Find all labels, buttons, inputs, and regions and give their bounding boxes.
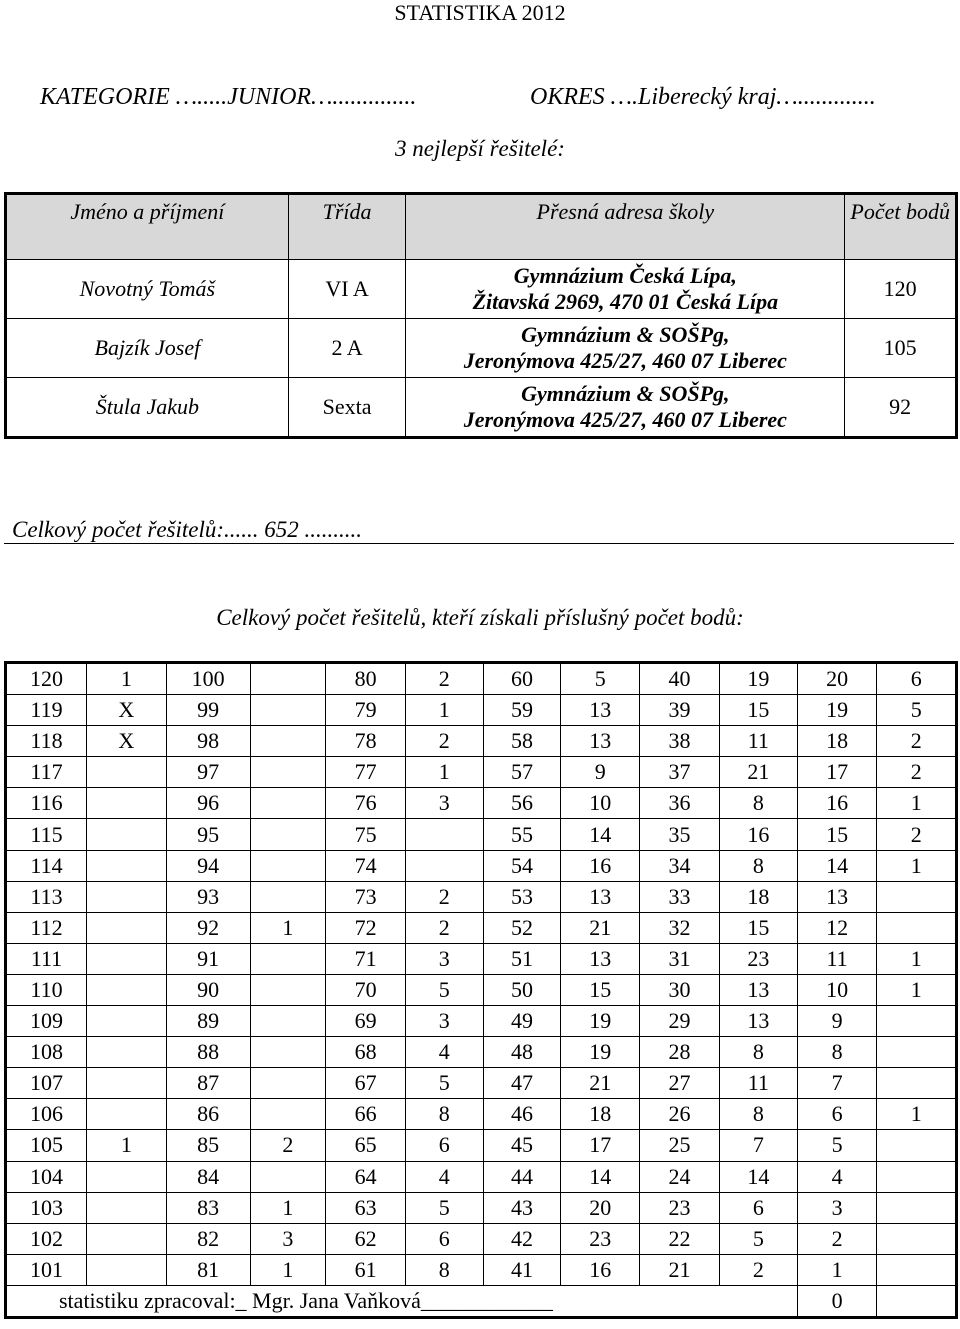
footer-score-cell: 0 [797, 1285, 877, 1317]
score-cell: 32 [640, 912, 720, 943]
count-cell: 1 [250, 1192, 326, 1223]
table-row [6, 881, 957, 912]
count-cell: 1 [877, 850, 957, 881]
table-row [6, 850, 957, 881]
score-cell: 13 [797, 881, 877, 912]
table-row [6, 663, 957, 695]
count-cell: 13 [561, 726, 640, 757]
score-cell: 27 [640, 1068, 720, 1099]
count-cell: 2 [877, 757, 957, 788]
score-cell: 1 [797, 1254, 877, 1285]
count-cell [250, 663, 326, 695]
score-cell: 2 [797, 1223, 877, 1254]
score-cell: 110 [6, 974, 87, 1005]
solver-points: 120 [845, 260, 957, 319]
count-cell: 1 [250, 1254, 326, 1285]
count-cell: 2 [405, 912, 483, 943]
best-row [6, 378, 957, 438]
table-row [6, 1130, 957, 1161]
count-cell: 5 [877, 695, 957, 726]
count-cell: 2 [405, 881, 483, 912]
table-row [6, 757, 957, 788]
solver-address [406, 260, 845, 319]
count-cell [87, 1223, 167, 1254]
score-cell: 96 [166, 788, 250, 819]
count-cell: 5 [719, 1223, 797, 1254]
score-cell: 82 [166, 1223, 250, 1254]
count-cell: 3 [250, 1223, 326, 1254]
score-cell: 90 [166, 974, 250, 1005]
count-cell: 1 [250, 912, 326, 943]
address-line-1: Gymnázium & SOŠPg, [521, 381, 730, 406]
count-cell [250, 974, 326, 1005]
count-cell [877, 1192, 957, 1223]
score-cell: 74 [326, 850, 406, 881]
count-cell: 6 [405, 1223, 483, 1254]
score-cell: 104 [6, 1161, 87, 1192]
score-cell: 25 [640, 1130, 720, 1161]
score-cell: 83 [166, 1192, 250, 1223]
count-cell: 1 [87, 1130, 167, 1161]
score-cell: 101 [6, 1254, 87, 1285]
best-solvers-heading: 3 nejlepší řešitelé: [395, 136, 565, 161]
solver-class: VI A [288, 260, 406, 319]
table-row [6, 695, 957, 726]
score-cell: 107 [6, 1068, 87, 1099]
solver-points: 105 [845, 319, 957, 378]
count-cell: 6 [877, 663, 957, 695]
count-cell: 2 [405, 663, 483, 695]
score-cell: 91 [166, 943, 250, 974]
count-cell [405, 819, 483, 850]
count-cell: 13 [561, 881, 640, 912]
score-cell: 3 [797, 1192, 877, 1223]
score-cell: 44 [483, 1161, 561, 1192]
count-cell: 15 [719, 912, 797, 943]
score-cell: 76 [326, 788, 406, 819]
score-cell: 7 [797, 1068, 877, 1099]
count-cell [87, 850, 167, 881]
table-row [6, 726, 957, 757]
count-cell: 17 [561, 1130, 640, 1161]
address-line-2: Jeronýmova 425/27, 460 07 Liberec [463, 348, 787, 373]
score-cell: 42 [483, 1223, 561, 1254]
solver-address [406, 378, 845, 438]
score-cell: 117 [6, 757, 87, 788]
count-cell: 5 [405, 1192, 483, 1223]
score-cell: 64 [326, 1161, 406, 1192]
count-cell: 21 [561, 912, 640, 943]
count-cell [877, 1037, 957, 1068]
count-cell: 7 [719, 1130, 797, 1161]
count-cell [87, 1099, 167, 1130]
score-cell: 60 [483, 663, 561, 695]
score-cell: 70 [326, 974, 406, 1005]
score-cell: 45 [483, 1130, 561, 1161]
table-row [6, 1099, 957, 1130]
score-cell: 46 [483, 1099, 561, 1130]
score-cell: 72 [326, 912, 406, 943]
count-cell [87, 1006, 167, 1037]
score-cell: 108 [6, 1037, 87, 1068]
count-cell [250, 695, 326, 726]
count-cell: 4 [405, 1037, 483, 1068]
best-table-header-row [6, 194, 957, 260]
count-cell [877, 1006, 957, 1037]
table-row [6, 1254, 957, 1285]
count-cell: 14 [561, 819, 640, 850]
count-cell: 21 [719, 757, 797, 788]
table-row [6, 1223, 957, 1254]
score-cell: 118 [6, 726, 87, 757]
score-cell: 103 [6, 1192, 87, 1223]
score-cell: 78 [326, 726, 406, 757]
solver-name: Novotný Tomáš [6, 260, 289, 319]
distribution-heading: Celkový počet řešitelů, kteří získali příslušný počet bodů: [216, 605, 744, 630]
count-cell [250, 726, 326, 757]
score-cell: 112 [6, 912, 87, 943]
score-cell: 94 [166, 850, 250, 881]
score-cell: 93 [166, 881, 250, 912]
score-cell: 48 [483, 1037, 561, 1068]
count-cell: 9 [561, 757, 640, 788]
score-cell: 21 [640, 1254, 720, 1285]
score-cell: 8 [797, 1037, 877, 1068]
solver-name: Štula Jakub [6, 378, 289, 438]
count-cell [877, 881, 957, 912]
count-cell: 20 [561, 1192, 640, 1223]
count-cell [405, 850, 483, 881]
district-label: OKRES ….Liberecký kraj…............. [530, 84, 876, 110]
score-cell: 31 [640, 943, 720, 974]
score-cell: 69 [326, 1006, 406, 1037]
score-cell: 28 [640, 1037, 720, 1068]
header-points: Počet bodů [845, 194, 957, 260]
table-row [6, 1068, 957, 1099]
score-cell: 29 [640, 1006, 720, 1037]
score-cell: 17 [797, 757, 877, 788]
count-cell: 11 [719, 726, 797, 757]
count-cell: X [87, 726, 167, 757]
solver-class: Sexta [288, 378, 406, 438]
score-cell: 71 [326, 943, 406, 974]
count-cell: 3 [405, 788, 483, 819]
count-cell [250, 819, 326, 850]
document-title: STATISTIKA 2012 [394, 0, 566, 25]
score-cell: 77 [326, 757, 406, 788]
count-cell [87, 881, 167, 912]
count-cell [877, 1161, 957, 1192]
total-solvers: Celkový počet řešitelů:...... 652 .......... [12, 517, 363, 542]
count-cell: 13 [719, 1006, 797, 1037]
score-cell: 30 [640, 974, 720, 1005]
best-solvers-table [4, 192, 958, 439]
count-cell: 1 [877, 974, 957, 1005]
table-row [6, 943, 957, 974]
score-cell: 36 [640, 788, 720, 819]
score-cell: 111 [6, 943, 87, 974]
score-cell: 33 [640, 881, 720, 912]
score-cell: 85 [166, 1130, 250, 1161]
score-cell: 92 [166, 912, 250, 943]
score-cell: 84 [166, 1161, 250, 1192]
score-cell: 106 [6, 1099, 87, 1130]
score-cell: 95 [166, 819, 250, 850]
score-cell: 18 [797, 726, 877, 757]
address-line-2: Jeronýmova 425/27, 460 07 Liberec [463, 407, 787, 432]
count-cell: 1 [877, 943, 957, 974]
count-cell: 8 [405, 1099, 483, 1130]
count-cell [87, 1068, 167, 1099]
score-cell: 119 [6, 695, 87, 726]
score-cell: 68 [326, 1037, 406, 1068]
table-row [6, 1037, 957, 1068]
count-cell [87, 943, 167, 974]
score-cell: 120 [6, 663, 87, 695]
score-cell: 54 [483, 850, 561, 881]
score-cell: 35 [640, 819, 720, 850]
score-cell: 65 [326, 1130, 406, 1161]
count-cell [250, 788, 326, 819]
score-cell: 14 [797, 850, 877, 881]
count-cell: 1 [87, 663, 167, 695]
score-cell: 99 [166, 695, 250, 726]
score-cell: 5 [797, 1130, 877, 1161]
solver-class: 2 A [288, 319, 406, 378]
solver-address [406, 319, 845, 378]
score-cell: 15 [797, 819, 877, 850]
count-cell: 2 [719, 1254, 797, 1285]
best-row [6, 319, 957, 378]
score-cell: 86 [166, 1099, 250, 1130]
score-cell: 61 [326, 1254, 406, 1285]
score-cell: 75 [326, 819, 406, 850]
score-cell: 59 [483, 695, 561, 726]
count-cell [877, 1130, 957, 1161]
distribution-table [4, 661, 958, 1319]
count-cell [250, 850, 326, 881]
count-cell [877, 1068, 957, 1099]
table-row [6, 974, 957, 1005]
count-cell: 5 [405, 1068, 483, 1099]
score-cell: 34 [640, 850, 720, 881]
count-cell [87, 1161, 167, 1192]
score-cell: 87 [166, 1068, 250, 1099]
count-cell: 1 [877, 788, 957, 819]
count-cell [87, 974, 167, 1005]
footer-row [6, 1285, 957, 1317]
count-cell: 1 [405, 757, 483, 788]
count-cell: 2 [405, 726, 483, 757]
table-row [6, 912, 957, 943]
count-cell: 19 [719, 663, 797, 695]
count-cell: 13 [561, 943, 640, 974]
score-cell: 109 [6, 1006, 87, 1037]
solver-points: 92 [845, 378, 957, 438]
count-cell: X [87, 695, 167, 726]
count-cell: 6 [405, 1130, 483, 1161]
count-cell [250, 1099, 326, 1130]
count-cell: 2 [877, 819, 957, 850]
count-cell [877, 912, 957, 943]
score-cell: 63 [326, 1192, 406, 1223]
count-cell: 8 [719, 850, 797, 881]
count-cell: 18 [719, 881, 797, 912]
count-cell [250, 881, 326, 912]
score-cell: 23 [640, 1192, 720, 1223]
score-cell: 115 [6, 819, 87, 850]
score-cell: 16 [797, 788, 877, 819]
header-address: Přesná adresa školy [406, 194, 845, 260]
count-cell: 19 [561, 1037, 640, 1068]
count-cell: 13 [561, 695, 640, 726]
score-cell: 67 [326, 1068, 406, 1099]
count-cell: 15 [719, 695, 797, 726]
score-cell: 51 [483, 943, 561, 974]
count-cell [877, 1223, 957, 1254]
count-cell: 8 [719, 788, 797, 819]
score-cell: 6 [797, 1099, 877, 1130]
score-cell: 4 [797, 1161, 877, 1192]
count-cell [87, 819, 167, 850]
score-cell: 81 [166, 1254, 250, 1285]
count-cell: 3 [405, 1006, 483, 1037]
address-line-2: Žitavská 2969, 470 01 Česká Lípa [472, 289, 779, 314]
score-cell: 66 [326, 1099, 406, 1130]
count-cell: 8 [719, 1037, 797, 1068]
count-cell: 5 [405, 974, 483, 1005]
total-underline [4, 543, 954, 544]
score-cell: 113 [6, 881, 87, 912]
score-cell: 43 [483, 1192, 561, 1223]
count-cell: 21 [561, 1068, 640, 1099]
count-cell [87, 757, 167, 788]
score-cell: 97 [166, 757, 250, 788]
count-cell: 6 [719, 1192, 797, 1223]
best-row [6, 260, 957, 319]
count-cell: 16 [561, 850, 640, 881]
count-cell: 4 [405, 1161, 483, 1192]
count-cell [87, 1254, 167, 1285]
score-cell: 19 [797, 695, 877, 726]
count-cell: 23 [719, 943, 797, 974]
count-cell [877, 1254, 957, 1285]
score-cell: 100 [166, 663, 250, 695]
footer-count-cell [877, 1285, 957, 1317]
table-row [6, 1006, 957, 1037]
count-cell [87, 788, 167, 819]
score-cell: 52 [483, 912, 561, 943]
count-cell: 16 [719, 819, 797, 850]
score-cell: 26 [640, 1099, 720, 1130]
table-row [6, 1161, 957, 1192]
score-cell: 114 [6, 850, 87, 881]
score-cell: 98 [166, 726, 250, 757]
count-cell: 1 [405, 695, 483, 726]
count-cell: 10 [561, 788, 640, 819]
table-row [6, 788, 957, 819]
count-cell [250, 1006, 326, 1037]
score-cell: 9 [797, 1006, 877, 1037]
score-cell: 39 [640, 695, 720, 726]
score-cell: 38 [640, 726, 720, 757]
count-cell: 14 [719, 1161, 797, 1192]
score-cell: 22 [640, 1223, 720, 1254]
header-name: Jméno a příjmení [6, 194, 289, 260]
count-cell: 3 [405, 943, 483, 974]
score-cell: 47 [483, 1068, 561, 1099]
score-cell: 55 [483, 819, 561, 850]
count-cell [250, 757, 326, 788]
score-cell: 12 [797, 912, 877, 943]
count-cell [250, 1037, 326, 1068]
count-cell: 18 [561, 1099, 640, 1130]
count-cell [87, 1037, 167, 1068]
table-row [6, 819, 957, 850]
score-cell: 73 [326, 881, 406, 912]
count-cell [250, 943, 326, 974]
category-label: KATEGORIE ….....JUNIOR….............. [40, 84, 417, 110]
count-cell: 1 [877, 1099, 957, 1130]
count-cell: 5 [561, 663, 640, 695]
processed-by: statistiku zpracoval:_ Mgr. Jana Vaňková____________ [6, 1285, 798, 1317]
score-cell: 49 [483, 1006, 561, 1037]
score-cell: 57 [483, 757, 561, 788]
count-cell [87, 912, 167, 943]
count-cell [87, 1192, 167, 1223]
score-cell: 89 [166, 1006, 250, 1037]
score-cell: 40 [640, 663, 720, 695]
count-cell: 13 [719, 974, 797, 1005]
count-cell: 23 [561, 1223, 640, 1254]
score-cell: 53 [483, 881, 561, 912]
count-cell: 8 [719, 1099, 797, 1130]
count-cell: 2 [877, 726, 957, 757]
count-cell [250, 1161, 326, 1192]
score-cell: 56 [483, 788, 561, 819]
count-cell: 2 [250, 1130, 326, 1161]
solver-name: Bajzík Josef [6, 319, 289, 378]
address-line-1: Gymnázium & SOŠPg, [521, 322, 730, 347]
score-cell: 102 [6, 1223, 87, 1254]
count-cell [250, 1068, 326, 1099]
score-cell: 10 [797, 974, 877, 1005]
score-cell: 116 [6, 788, 87, 819]
count-cell: 15 [561, 974, 640, 1005]
count-cell: 19 [561, 1006, 640, 1037]
count-cell: 14 [561, 1161, 640, 1192]
address-line-1: Gymnázium Česká Lípa, [513, 263, 737, 288]
score-cell: 79 [326, 695, 406, 726]
score-cell: 41 [483, 1254, 561, 1285]
score-cell: 105 [6, 1130, 87, 1161]
count-cell: 16 [561, 1254, 640, 1285]
score-cell: 20 [797, 663, 877, 695]
score-cell: 88 [166, 1037, 250, 1068]
score-cell: 50 [483, 974, 561, 1005]
score-cell: 58 [483, 726, 561, 757]
table-row [6, 1192, 957, 1223]
count-cell: 8 [405, 1254, 483, 1285]
score-cell: 80 [326, 663, 406, 695]
score-cell: 11 [797, 943, 877, 974]
count-cell: 11 [719, 1068, 797, 1099]
score-cell: 37 [640, 757, 720, 788]
score-cell: 24 [640, 1161, 720, 1192]
score-cell: 62 [326, 1223, 406, 1254]
header-class: Třída [288, 194, 406, 260]
